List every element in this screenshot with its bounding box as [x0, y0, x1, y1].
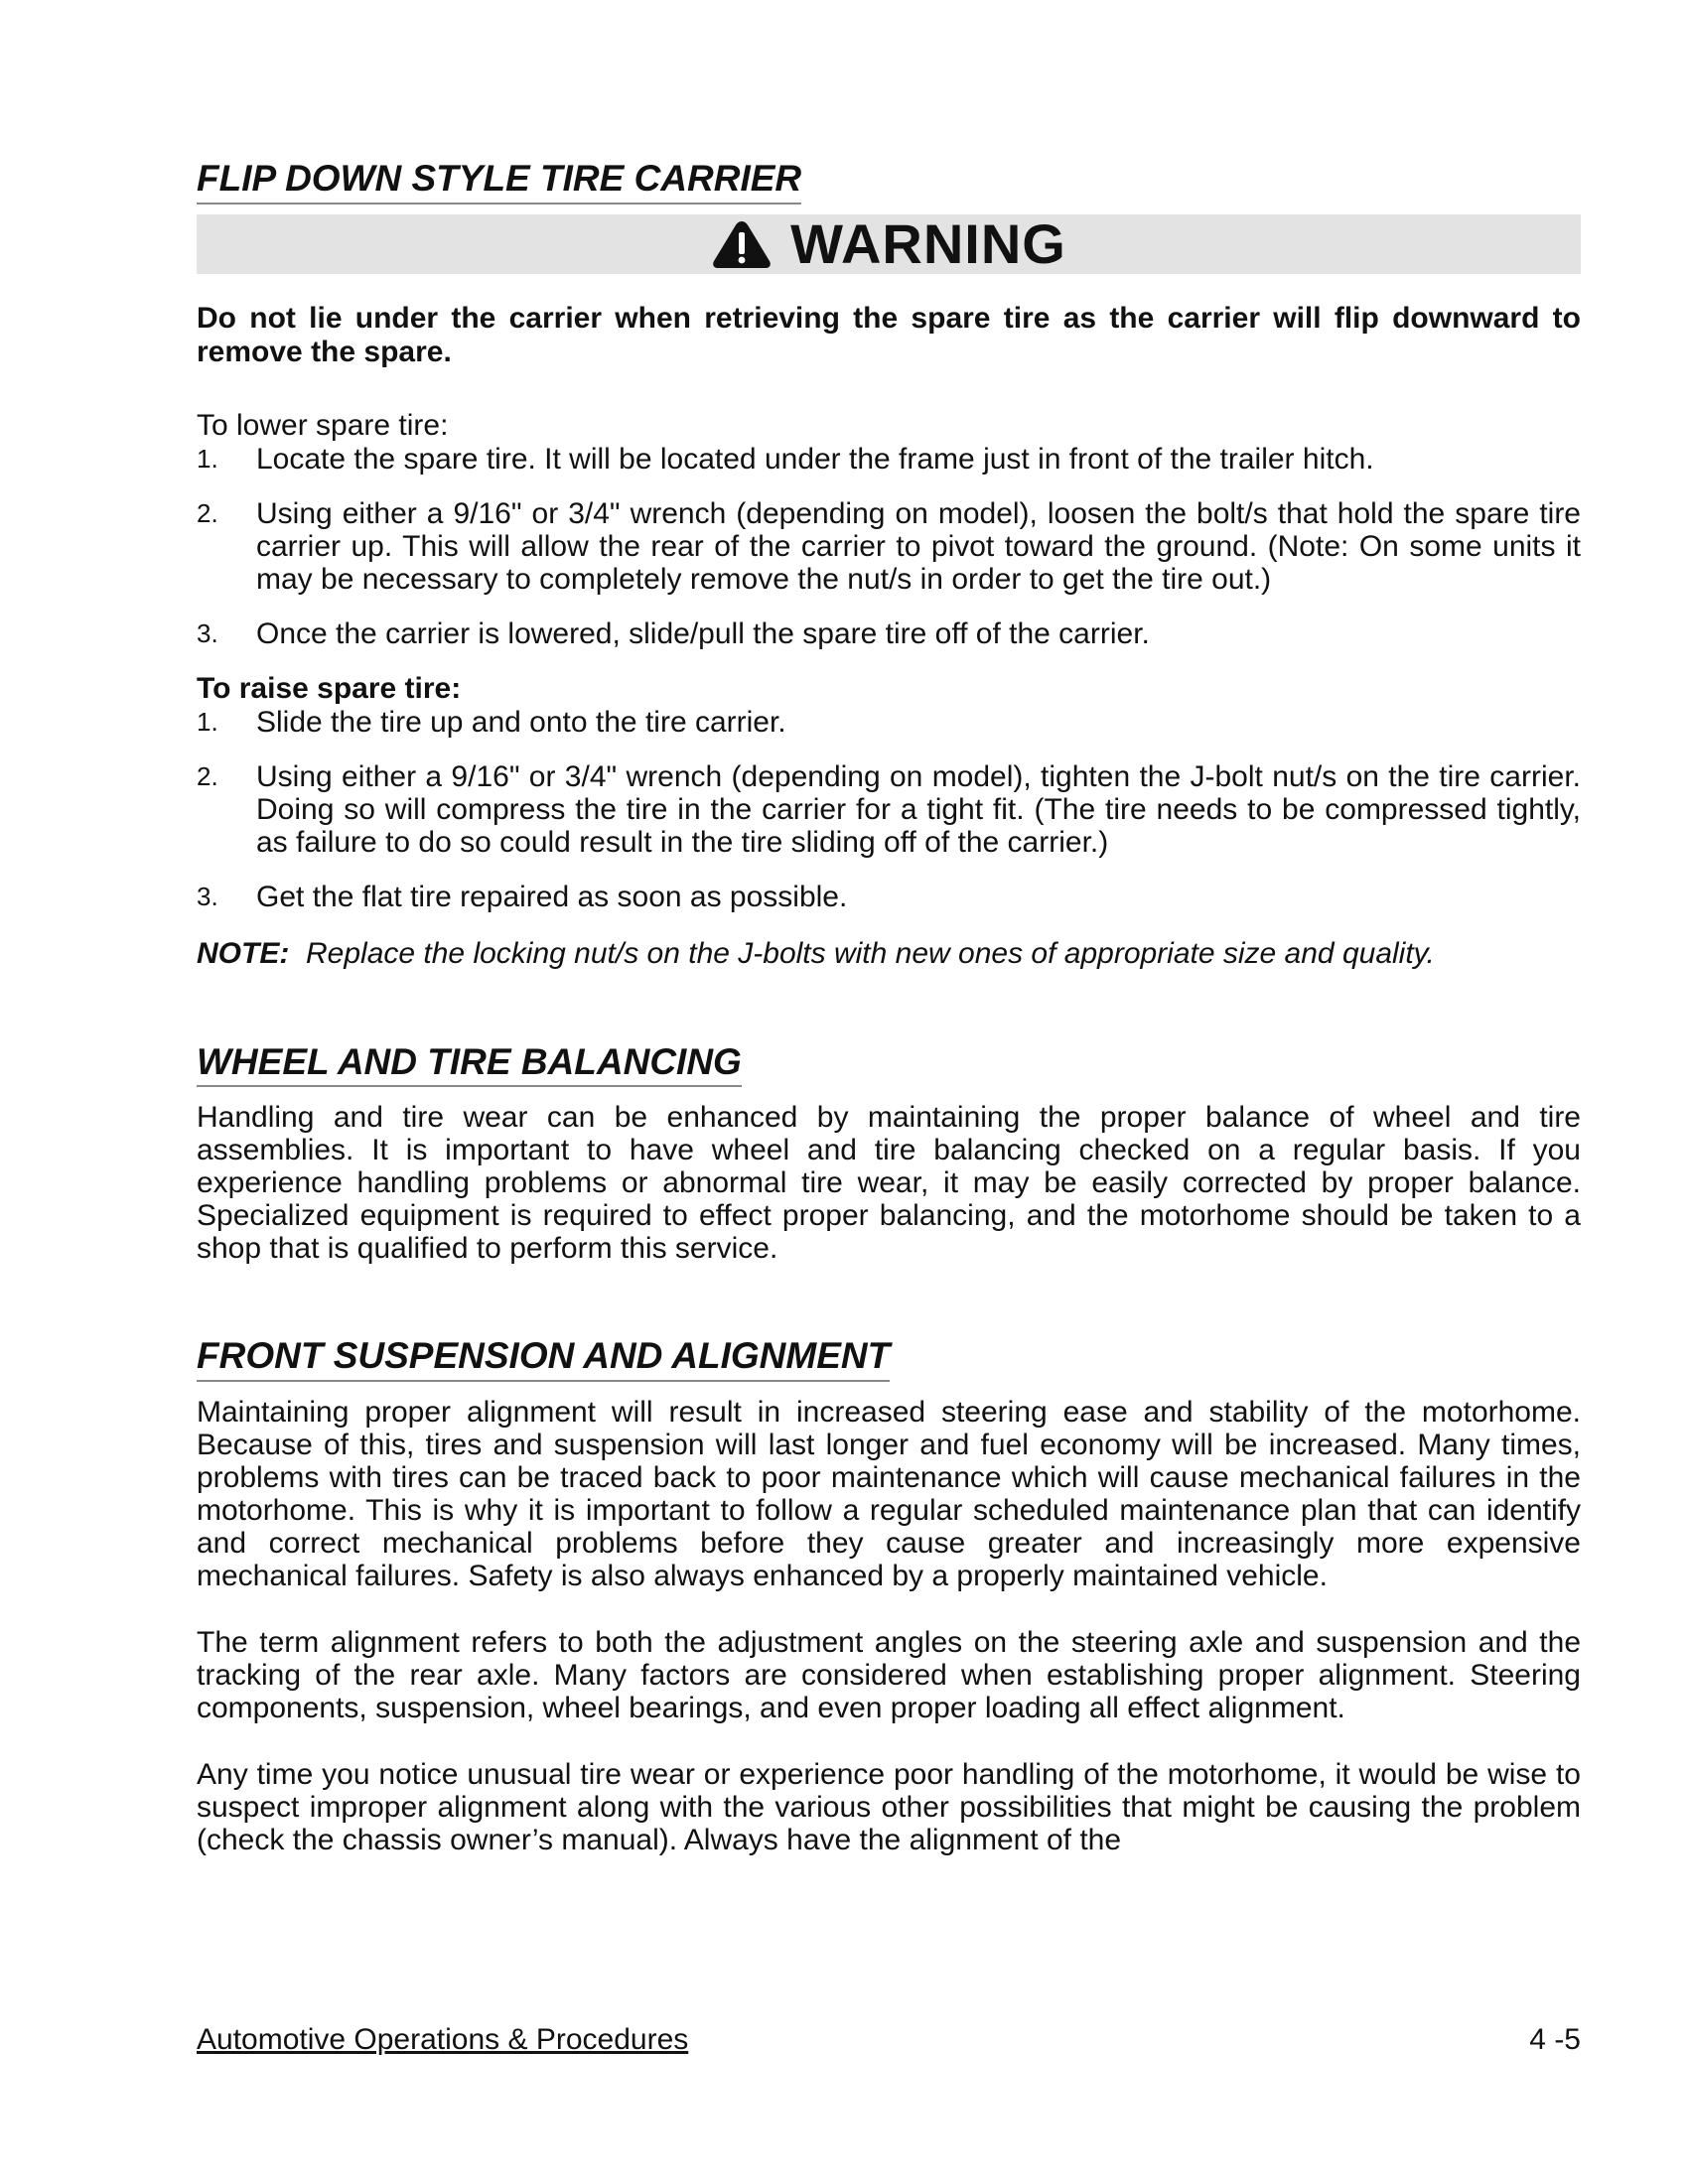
list-item [197, 706, 1581, 739]
list-item [197, 497, 1581, 596]
step-text: Slide the tire up and onto the tire carrier. [256, 705, 786, 739]
lower-heading: To lower spare tire: [197, 408, 449, 442]
flip-down-section [197, 159, 1581, 971]
section-title-flip-down: FLIP DOWN STYLE TIRE CARRIER [197, 159, 801, 205]
step-number: 2. [197, 497, 218, 528]
step-text: Using either a 9/16" or 3/4" wrench (depending on model), tighten the J-bolt nut/s on the tire carrier. Doing so will compress the tire in the carrier for a tight fit. (The tire needs to be compressed tightly, as failure to do so could result in the tire sliding off of the carrier.) [256, 759, 1581, 859]
footer-title: Automotive Operations & Procedures [197, 2023, 689, 2056]
alignment-paragraph: The term alignment refers to both the adjustment angles on the steering axle and suspension and the tracking of the rear axle. Many factors are considered when establishing proper alignment. Steering components, suspension, wheel bearings, and even proper loading all effect alignment. [197, 1626, 1581, 1725]
exclamation-triangle-icon [711, 219, 773, 269]
page-content [197, 159, 1581, 1856]
list-item [197, 617, 1581, 650]
step-text: Locate the spare tire. It will be located under the frame just in front of the trailer hitch. [256, 442, 1374, 476]
warning-text: Do not lie under the carrier when retrieving the spare tire as the carrier will flip downward to remove the spare. [197, 301, 1581, 368]
list-item [197, 881, 1581, 913]
balancing-section [197, 1042, 1581, 1266]
list-item [197, 760, 1581, 859]
balancing-paragraph: Handling and tire wear can be enhanced by maintaining the proper balance of wheel and tire assemblies. It is important to have wheel and tire balancing checked on a regular basis. If you experience handling problems or abnormal tire wear, it may be easily corrected by proper balance. Specialized equipment is required to effect proper balancing, and the motorhome should be taken to a shop that is qualified to perform this service. [197, 1101, 1581, 1266]
note [197, 937, 1581, 971]
list-item [197, 443, 1581, 476]
step-number: 3. [197, 617, 218, 648]
raise-steps-list [197, 706, 1581, 913]
note-label: NOTE: [197, 936, 290, 970]
warning-label: WARNING [790, 212, 1066, 276]
page-number: 4 -5 [1529, 2023, 1581, 2056]
step-number: 1. [197, 706, 218, 737]
step-text: Get the flat tire repaired as soon as possible. [256, 880, 848, 913]
page-footer [197, 2023, 1581, 2057]
step-number: 1. [197, 443, 218, 474]
step-number: 2. [197, 760, 218, 791]
step-number: 3. [197, 881, 218, 911]
alignment-paragraph: Any time you notice unusual tire wear or experience poor handling of the motorhome, it would be wise to suspect improper alignment along with the various other possibilities that might be causing the problem (check the chassis owner’s manual). Always have the alignment of the [197, 1758, 1581, 1857]
step-text: Using either a 9/16" or 3/4" wrench (depending on model), loosen the bolt/s that hold the spare tire carrier up. This will allow the rear of the carrier to pivot toward the ground. (Note: On some units it may be necessary to completely remove the nut/s in order to get the tire out.) [256, 496, 1581, 596]
step-text: Once the carrier is lowered, slide/pull the spare tire off of the carrier. [256, 616, 1150, 650]
warning-banner [197, 214, 1581, 274]
lower-steps-list [197, 443, 1581, 650]
note-text: Replace the locking nut/s on the J-bolts with new ones of appropriate size and quality. [306, 936, 1435, 970]
section-title-balancing: WHEEL AND TIRE BALANCING [197, 1042, 742, 1088]
alignment-section [197, 1336, 1581, 1856]
section-title-alignment: FRONT SUSPENSION AND ALIGNMENT [197, 1336, 890, 1382]
raise-heading: To raise spare tire: [197, 671, 462, 705]
alignment-paragraph: Maintaining proper alignment will result in increased steering ease and stability of the motorhome. Because of this, tires and suspension will last longer and fuel economy will be increased. Many times, problems with tires can be traced back to poor maintenance which will cause mechanical failures in the motorhome. This is why it is important to follow a regular scheduled maintenance plan that can identify and correct mechanical problems before they cause greater and increasingly more expensive mechanical failures. Safety is also always enhanced by a properly maintained vehicle. [197, 1396, 1581, 1593]
